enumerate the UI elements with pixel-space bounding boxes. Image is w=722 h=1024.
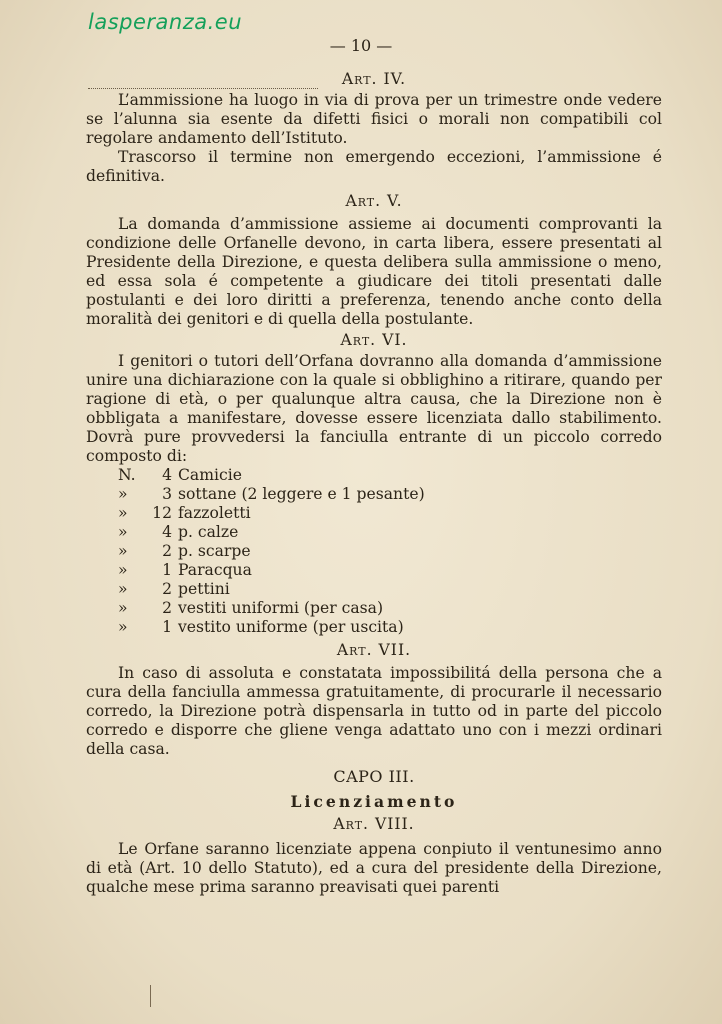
list-item: » 1 vestito uniforme (per uscita) <box>118 618 404 636</box>
article-6-paragraph-1: I genitori o tutori dell’Orfana dovranno alla domanda d’ammissione unire una dichiarazione con la quale si obblighino a ritirare, quando per ragione di età, o per qualunque altra causa, che la Direzione non è obbligata a manifestare, dovesse essere licenziata dallo stabilimento. Dovrà pure provvedersi la fanciulla entrante di un piccolo corredo composto di: <box>86 352 662 465</box>
margin-mark <box>150 985 151 1007</box>
document-body <box>86 66 662 897</box>
list-item: » 2 pettini <box>118 580 230 598</box>
list-item: » 3 sottane (2 leggere e 1 pesante) <box>118 485 425 503</box>
trousseau-list <box>118 466 662 637</box>
article-heading-5: Art. V. <box>345 192 403 210</box>
list-item: N. 4 Camicie <box>118 466 242 484</box>
list-item: » 2 vestiti uniformi (per casa) <box>118 599 384 617</box>
list-item: » 2 p. scarpe <box>118 542 251 560</box>
article-heading-7: Art. VII. <box>336 641 412 659</box>
chapter-label: CAPO III. <box>333 767 415 786</box>
chapter-title: Licenziamento <box>290 792 458 811</box>
article-4-paragraph-1: L’ammissione ha luogo in via di prova per un trimestre onde vedere se l’alunna sia esente da difetti fisici o morali non compatibili col regolare andamento dell’Istituto. <box>86 91 662 147</box>
list-item: » 12 fazzoletti <box>118 504 251 522</box>
article-5-paragraph-1: La domanda d’ammissione assieme ai documenti comprovanti la condizione delle Orfanelle devono, in carta libera, essere presentati al Presidente della Direzione, e questa delibera sulla ammissione o meno, ed essa sola é competente a giudicare dei titoli presentati dalle postulanti e dei loro diritti a preferenza, tenendo anche conto della moralità dei genitori e di quella della postulante. <box>86 215 662 328</box>
list-item: » 1 Paracqua <box>118 561 252 579</box>
article-heading-8: Art. VIII. <box>333 815 415 833</box>
article-4-paragraph-2: Trascorso il termine non emergendo eccezioni, l’ammissione é definitiva. <box>86 148 662 185</box>
article-7-paragraph-1: In caso di assoluta e constatata impossibilitá della persona che a cura della fanciulla ammessa gratuitamente, di procurarle il necessario corredo, la Direzione potrà dispensarla in tutto od in parte del piccolo corredo e disporre che gliene venga adattato uno con i mezzi ordinari della casa. <box>86 664 662 758</box>
list-item: » 4 p. calze <box>118 523 239 541</box>
article-heading-4: Art. IV. <box>341 70 407 88</box>
watermark: lasperanza.eu <box>88 10 243 34</box>
article-8-paragraph-1: Le Orfane saranno licenziate appena conpiuto il ventunesimo anno di età (Art. 10 dello Statuto), ed a cura del presidente della Direzione, qualche mese prima saranno preavisati quei parenti <box>86 840 662 896</box>
article-heading-6: Art. VI. <box>340 331 408 349</box>
page-number: — 10 — <box>329 36 393 55</box>
